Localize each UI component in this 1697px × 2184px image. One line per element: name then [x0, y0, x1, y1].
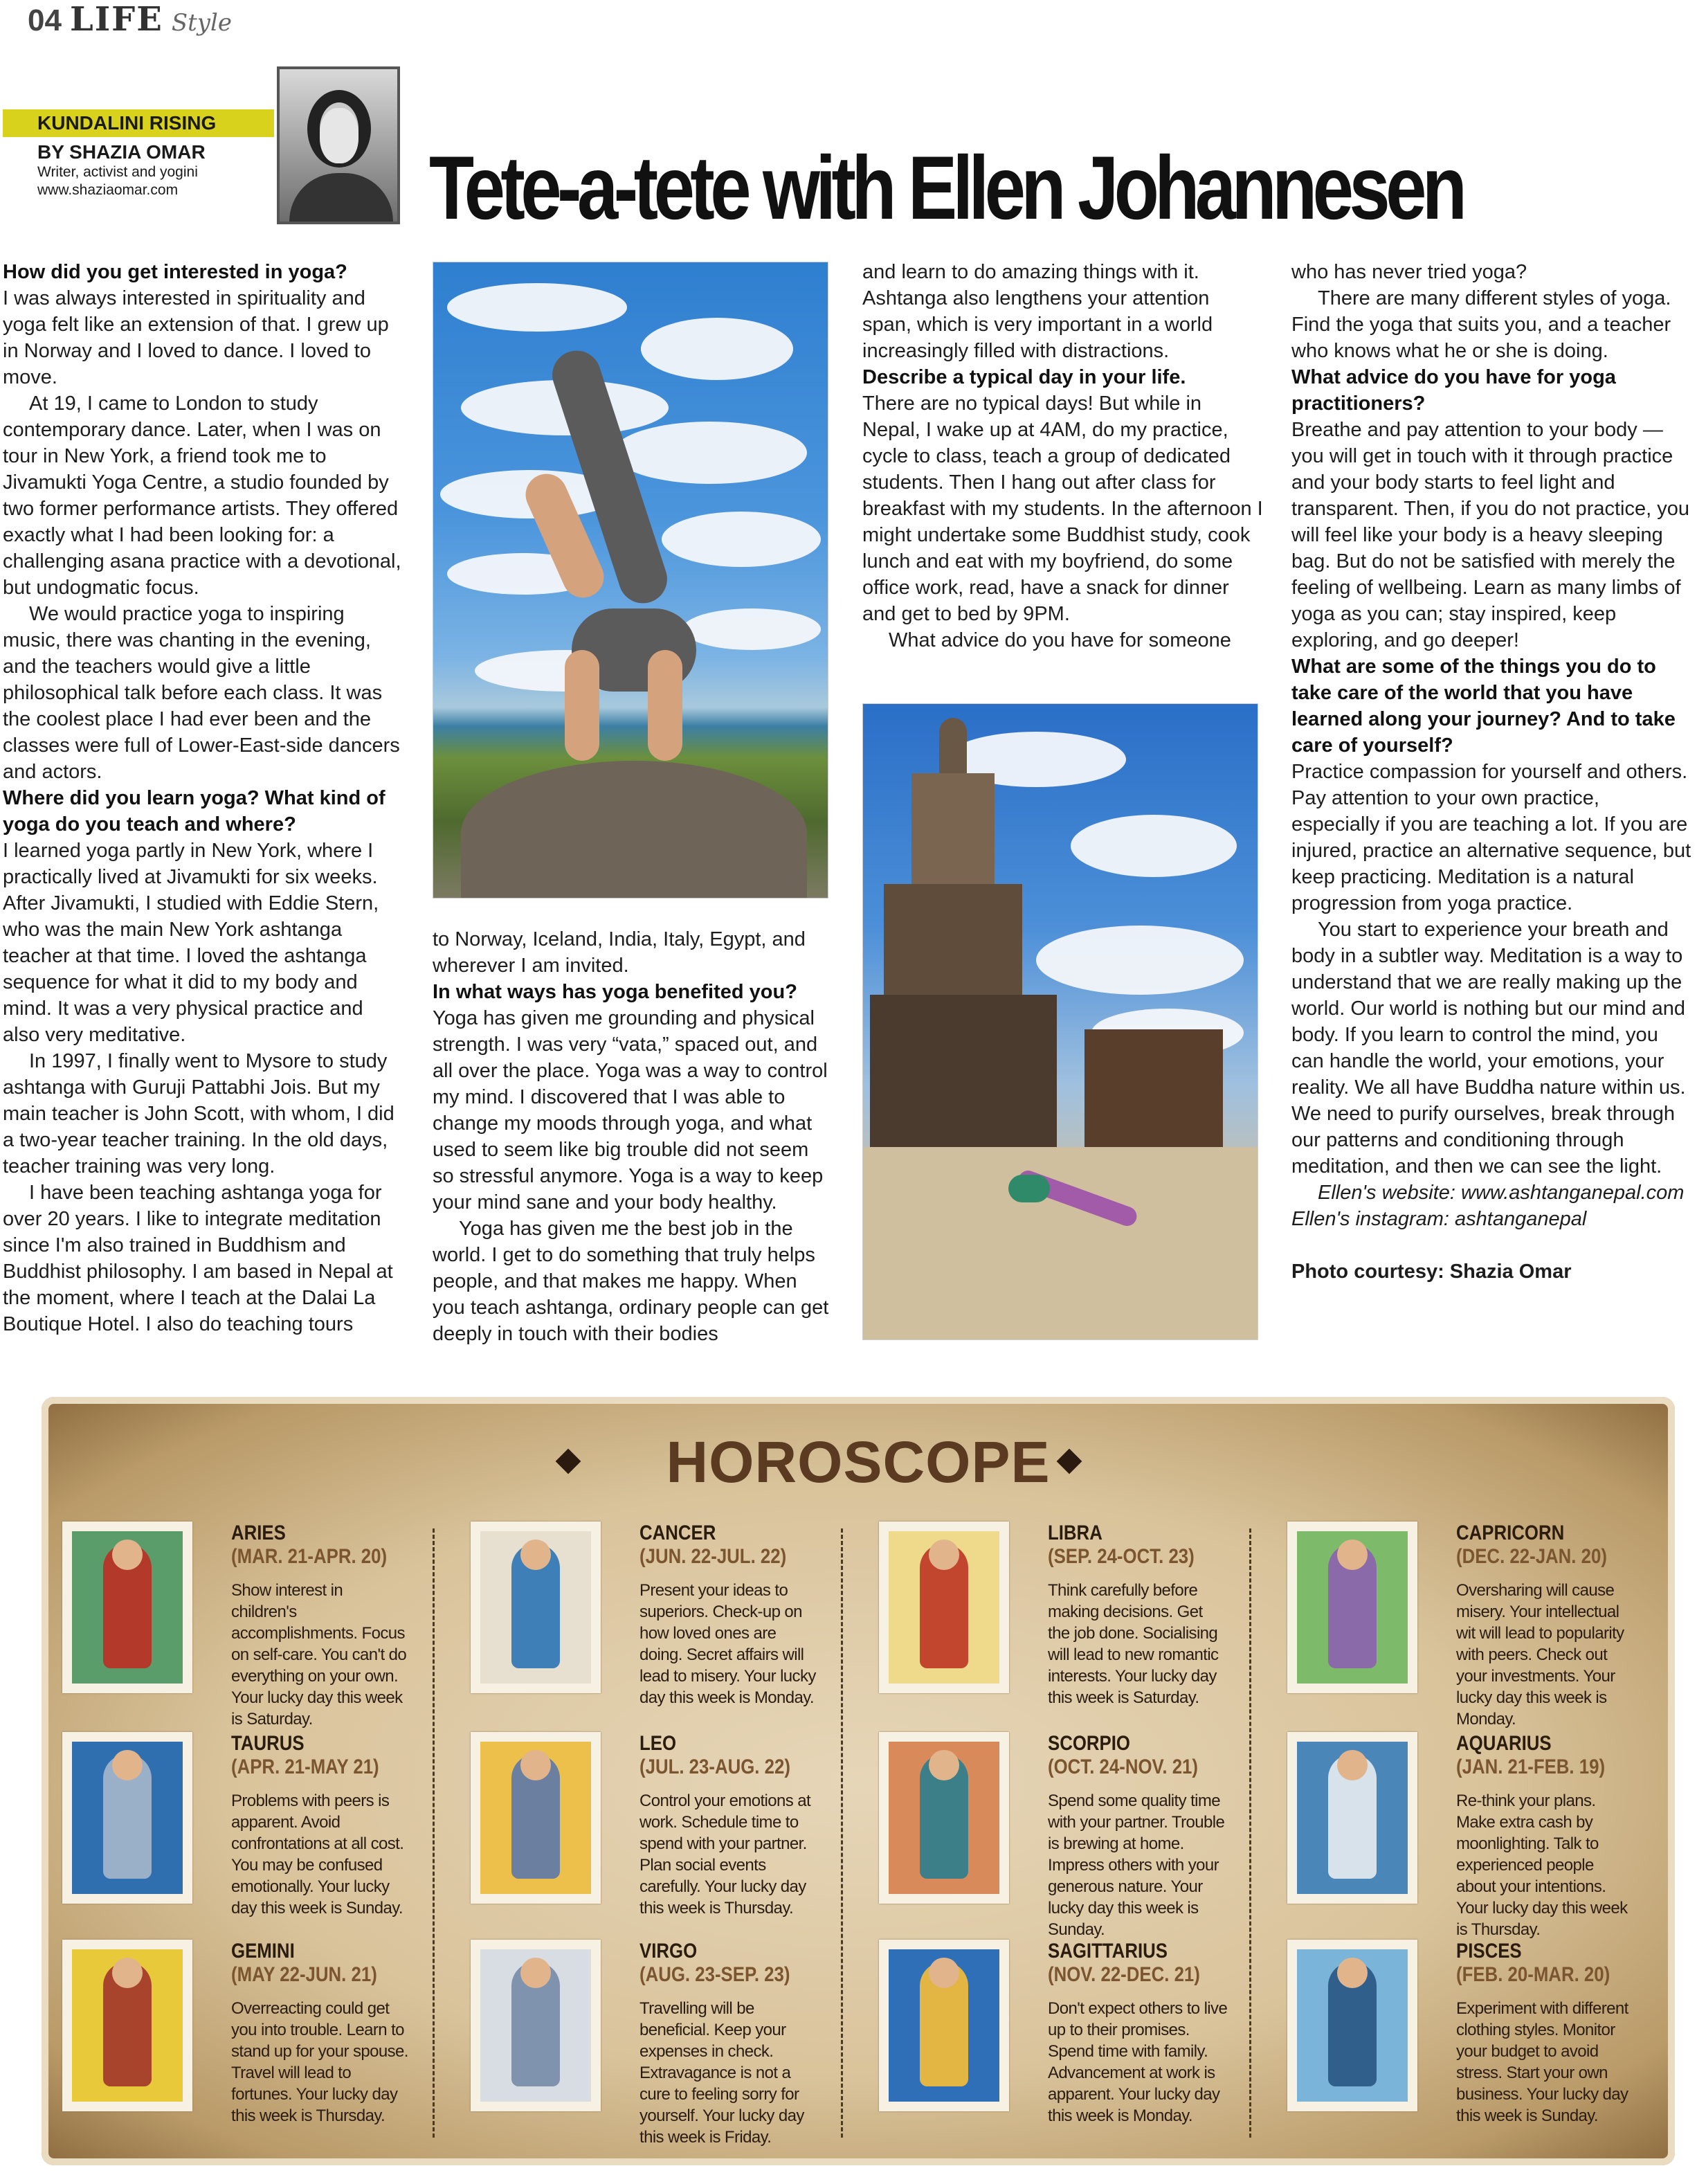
- horoscope-panel: [42, 1397, 1675, 2165]
- sign-forecast: Control your emotions at work. Schedule time to spend with your partner. Plan social events carefully. Your lucky day this week is Thursday.: [639, 1792, 811, 1917]
- body-paragraph: I have been teaching ashtanga yoga for over 20 years. I like to integrate meditation since I'm also trained in Buddhism and Buddhist philosophy. I am based in Nepal at the moment, where I teach at the Dalai La Boutique Hotel. I also do teaching tours: [3, 1182, 393, 1335]
- sign-forecast: Travelling will be beneficial. Keep your expenses in check. Extravagance is not a cure to feeling sorry for yourself. Your lucky day this week is Friday.: [639, 1999, 804, 2147]
- byline: [3, 109, 274, 199]
- body-paragraph: Practice compassion for yourself and others. Pay attention to your own practice, especially if you are teaching a lot. If you are injured, practice an alternative sequence, but keep practicing. Meditation is a natural progression from yoga practice.: [1291, 761, 1691, 914]
- spacer: [1291, 1232, 1693, 1258]
- contact-line: Ellen's website: www.ashtanganepal.com: [1318, 1182, 1685, 1204]
- sign-dates: (MAR. 21-APR. 20): [231, 1545, 388, 1568]
- body-paragraph: At 19, I came to London to study contemporary dance. Later, when I was on tour in New York, a friend took me to Jivamukti Yoga Centre, a studio founded by two former performance artists. They offered exactly what I had been looking for: a challenging asana practice with a devotional, but undogmatic focus.: [3, 392, 401, 599]
- horoscope-aries: [62, 1522, 436, 1729]
- body-paragraph: There are no typical days! But while in Nepal, I wake up at 4AM, do my practice, cycle to class, teach a group of dedicated students. Then I hang out after class for breakfast with my students. In the afternoon I might undertake some Buddhist study, cook lunch and eat with my boyfriend, do some office work, read, have a snack for dinner and get to bed by 9PM.: [862, 392, 1263, 625]
- horoscope-aquarius: [1287, 1732, 1661, 1939]
- sign-dates: (DEC. 22-JAN. 20): [1456, 1545, 1607, 1568]
- sign-dates: (JUL. 23-AUG. 22): [639, 1756, 790, 1778]
- yoga-pose-photo: [433, 262, 828, 899]
- interview-question: Where did you learn yoga? What kind of yoga do you teach and where?: [3, 787, 385, 836]
- sign-forecast: Oversharing will cause misery. Your intellectual wit will lead to popularity with peers. Check out your investments. Your lucky day this week is Monday.: [1456, 1581, 1624, 1729]
- photo-credit: Photo courtesy: Shazia Omar: [1291, 1261, 1572, 1283]
- body-paragraph: You start to experience your breath and body in a subtler way. Meditation is a way to understand that we are really making up the world. Our world is nothing but our mind and body. If you learn to control the mind, you can handle the world, your emotions, your reality. We all have Buddha nature within us. We need to purify ourselves, break through our patterns and conditioning through meditation, and then we can see the light.: [1291, 919, 1686, 1177]
- article-column-3: [862, 259, 1264, 653]
- sign-forecast: Experiment with different clothing styles. Monitor your budget to avoid stress. Start your own business. Your lucky day this week is Sunday.: [1456, 1999, 1628, 2125]
- author-role: Writer, activist and yogini: [37, 164, 198, 180]
- sign-name: GEMINI: [231, 1940, 295, 1962]
- sign-name: CAPRICORN: [1456, 1522, 1565, 1544]
- horoscope-title: HOROSCOPE: [666, 1429, 1051, 1495]
- section-logo-subtitle: Style: [171, 9, 232, 37]
- body-paragraph: to Norway, Iceland, India, Italy, Egypt, and wherever I am invited.: [433, 928, 806, 977]
- interview-question: Describe a typical day in your life.: [862, 366, 1186, 388]
- author-name: BY SHAZIA OMAR: [37, 141, 206, 163]
- sign-dates: (MAY 22-JUN. 21): [231, 1963, 377, 1986]
- body-paragraph: There are many different styles of yoga. Find the yoga that suits you, and a teacher who knows what he or she is doing.: [1291, 287, 1671, 362]
- horoscope-scorpio: [879, 1732, 1253, 1939]
- horoscope-virgo: [471, 1940, 844, 2147]
- sign-name: AQUARIUS: [1456, 1732, 1552, 1755]
- sign-dates: (NOV. 22-DEC. 21): [1048, 1963, 1200, 1986]
- body-paragraph: and learn to do amazing things with it. Ashtanga also lengthens your attention span, which is very important in a world increasingly filled with distractions.: [862, 261, 1213, 362]
- horoscope-pisces: [1287, 1940, 1661, 2140]
- sign-name: CANCER: [639, 1522, 716, 1544]
- page-number: 04: [28, 3, 62, 37]
- interview-question: What are some of the things you do to take care of the world that you have learned along your journey? And to take care of yourself?: [1291, 656, 1676, 757]
- horoscope-gemini: [62, 1940, 436, 2140]
- sign-forecast: Problems with peers is apparent. Avoid confrontations at all cost. You may be confused emotionally. Your lucky day this week is Sunday.: [231, 1792, 404, 1917]
- body-paragraph: Yoga has given me the best job in the world. I get to do something that truly helps people, and that makes me happy. When you teach ashtanga, ordinary people can get deeply in touch with their bodies: [433, 1218, 829, 1345]
- author-website: www.shaziaomar.com: [37, 182, 179, 198]
- body-paragraph: who has never tried yoga?: [1291, 261, 1527, 283]
- libra-illustration: [879, 1522, 1009, 1693]
- aquarius-illustration: [1287, 1732, 1417, 1904]
- sign-forecast: Think carefully before making decisions. Get the job done. Socialising will lead to new romantic interests. Your lucky day this week is Saturday.: [1048, 1581, 1219, 1707]
- horoscope-cancer: [471, 1522, 844, 1722]
- sign-name: TAURUS: [231, 1732, 305, 1755]
- scorpio-illustration: [879, 1732, 1009, 1904]
- sign-forecast: Re-think your plans. Make extra cash by moonlighting. Talk to experienced people about your intentions. Your lucky day this week is Thursday.: [1456, 1792, 1628, 1939]
- sign-name: LIBRA: [1048, 1522, 1102, 1544]
- temple-yoga-photo: [862, 703, 1258, 1340]
- sign-name: LEO: [639, 1732, 677, 1755]
- sign-name: SCORPIO: [1048, 1732, 1130, 1755]
- virgo-illustration: [471, 1940, 601, 2111]
- horoscope-capricorn: [1287, 1522, 1661, 1729]
- sign-forecast: Overreacting could get you into trouble. Learn to stand up for your spouse. Travel will lead to fortunes. Your lucky day this week is Thursday.: [231, 1999, 408, 2125]
- gemini-illustration: [62, 1940, 192, 2111]
- body-paragraph: I was always interested in spirituality and yoga felt like an extension of that. I grew up in Norway and I loved to dance. I loved to move.: [3, 287, 389, 388]
- interview-question: How did you get interested in yoga?: [3, 261, 347, 283]
- section-logo: LIFE: [69, 0, 163, 39]
- sign-forecast: Spend some quality time with your partner. Trouble is brewing at home. Impress others with your generous nature. Your lucky day this week is Sunday.: [1048, 1792, 1225, 1939]
- capricorn-illustration: [1287, 1522, 1417, 1693]
- body-paragraph: What advice do you have for someone: [889, 629, 1231, 651]
- author-portrait: [277, 66, 400, 224]
- sign-dates: (AUG. 23-SEP. 23): [639, 1963, 790, 1986]
- body-paragraph: We would practice yoga to inspiring music, there was chanting in the evening, and the teachers would give a little philosophical talk before each class. It was the coolest place I had ever been and the classes were full of Lower-East-side dancers and actors.: [3, 603, 400, 783]
- article-column-1: [3, 259, 404, 1337]
- sign-name: VIRGO: [639, 1940, 698, 1962]
- cancer-illustration: [471, 1522, 601, 1693]
- sign-dates: (APR. 21-MAY 21): [231, 1756, 379, 1778]
- column-kicker: KUNDALINI RISING: [3, 109, 274, 137]
- page-masthead: [28, 0, 232, 42]
- horoscope-libra: [879, 1522, 1253, 1722]
- body-paragraph: I learned yoga partly in New York, where I practically lived at Jivamukti for six weeks. After Jivamukti, I studied with Eddie Stern, who was the main New York ashtanga teacher at that time. I loved the ashtanga sequence for what it did to my body and mind. It was a very physical practice and also very meditative.: [3, 840, 379, 1046]
- article-column-4: [1291, 259, 1693, 1285]
- horoscope-taurus: [62, 1732, 436, 1933]
- sign-dates: (JAN. 21-FEB. 19): [1456, 1756, 1606, 1778]
- leo-illustration: [471, 1732, 601, 1904]
- horoscope-sagittarius: [879, 1940, 1253, 2140]
- sagittarius-illustration: [879, 1940, 1009, 2111]
- sign-forecast: Show interest in children's accomplishments. Focus on self-care. You can't do everything on your own. Your lucky day this week is Saturday.: [231, 1581, 407, 1729]
- sign-name: PISCES: [1456, 1940, 1522, 1962]
- interview-question: In what ways has yoga benefited you?: [433, 981, 797, 1003]
- sign-forecast: Present your ideas to superiors. Check-up on how loved ones are doing. Secret affairs will lead to misery. Your lucky day this week is Monday.: [639, 1581, 816, 1707]
- contact-line: Ellen's instagram: ashtanganepal: [1291, 1208, 1587, 1230]
- interview-question: What advice do you have for yoga practitioners?: [1291, 366, 1616, 415]
- sign-forecast: Don't expect others to live up to their promises. Spend time with family. Advancement at work is apparent. Your lucky day this week is Monday.: [1048, 1999, 1228, 2125]
- taurus-illustration: [62, 1732, 192, 1904]
- body-paragraph: In 1997, I finally went to Mysore to study ashtanga with Guruji Pattabhi Jois. But my main teacher is John Scott, with whom, I did a two-year teacher training. In the old days, teacher training was very long.: [3, 1050, 394, 1177]
- sign-dates: (OCT. 24-NOV. 21): [1048, 1756, 1198, 1778]
- article-headline: Tete-a-tete with Ellen Johannesen: [429, 137, 1463, 238]
- sign-name: ARIES: [231, 1522, 286, 1544]
- body-paragraph: Breathe and pay attention to your body — you will get in touch with it through practice and your body starts to feel light and transparent. Then, if you do not practice, you will feel like your body is a heavy sleeping bag. But do not be satisfied with merely the feeling of wellbeing. Learn as many limbs of yoga as you can; stay inspired, keep exploring, and go deeper!: [1291, 419, 1689, 651]
- sign-dates: (JUN. 22-JUL. 22): [639, 1545, 787, 1568]
- sign-dates: (FEB. 20-MAR. 20): [1456, 1963, 1610, 1986]
- horoscope-leo: [471, 1732, 844, 1933]
- body-paragraph: Yoga has given me grounding and physical strength. I was very “vata,” spaced out, and all over the place. Yoga was a way to control my mind. I discovered that I was able to change my moods through yoga, and what used to seem like big trouble did not seem so stressful anymore. Yoga is a way to keep your mind sane and your body healthy.: [433, 1007, 828, 1213]
- pisces-illustration: [1287, 1940, 1417, 2111]
- sign-name: SAGITTARIUS: [1048, 1940, 1168, 1962]
- sign-dates: (SEP. 24-OCT. 23): [1048, 1545, 1195, 1568]
- article-column-2: [433, 926, 834, 1347]
- aries-illustration: [62, 1522, 192, 1693]
